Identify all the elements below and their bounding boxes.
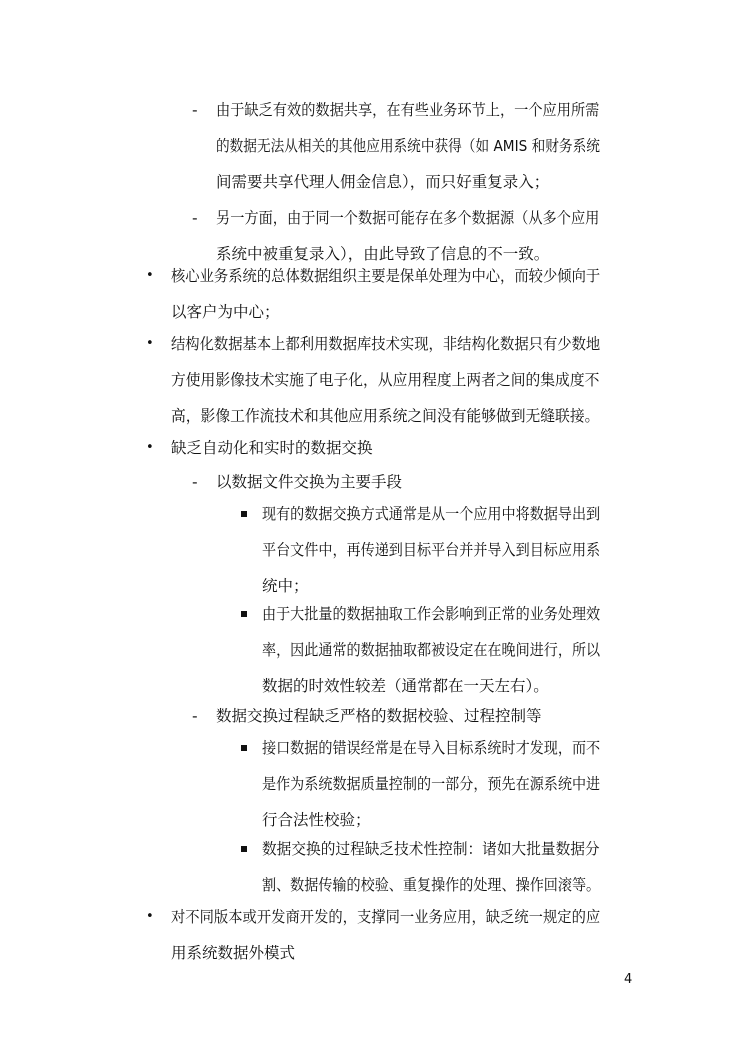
text-line: 间需要共享代理人佣金信息），而只好重复录入； (216, 173, 550, 191)
text-line: 由于缺乏有效的数据共享，在有些业务环节上，一个应用所需 (216, 101, 600, 119)
dash-marker: - (192, 101, 198, 119)
text-line: 结构化数据基本上都利用数据库技术实现，非结构化数据只有少数地 (171, 335, 601, 353)
text-line: 以客户为中心； (171, 303, 280, 321)
text-line: 数据交换过程缺乏严格的数据校验、过程控制等 (216, 707, 542, 725)
page-number: 4 (624, 972, 633, 987)
text-line: 对不同版本或开发商开发的，支撑同一业务应用，缺乏统一规定的应 (171, 908, 601, 926)
dash-marker: - (192, 209, 198, 227)
bullet-marker: • (146, 268, 154, 283)
square-bullet-marker (241, 745, 247, 751)
text-line: 行合法性校验； (262, 811, 371, 829)
text-line: 现有的数据交换方式通常是从一个应用中将数据导出到 (262, 505, 601, 523)
text-line: 方使用影像技术实施了电子化，从应用程度上两者之间的集成度不 (171, 371, 600, 389)
bullet-marker: • (146, 440, 154, 455)
text-line: 割、数据传输的校验、重复操作的处理、操作回滚等。 (262, 876, 601, 894)
text-line: 以数据文件交换为主要手段 (216, 473, 403, 491)
text-line: 数据的时效性较差（通常都在一天左右）。 (262, 677, 549, 695)
text-line: 系统中被重复录入），由此导致了信息的不一致。 (216, 245, 550, 263)
dash-marker: - (192, 707, 198, 725)
text-line: 率，因此通常的数据抽取都被设定在在晚间进行，所以 (262, 641, 601, 659)
text-line: 统中； (262, 577, 309, 595)
square-bullet-marker (241, 611, 247, 617)
square-bullet-marker (241, 511, 247, 517)
text-line: 的数据无法从相关的其他应用系统中获得（如 AMIS 和财务系统 (216, 137, 600, 155)
text-line: 数据交换的过程缺乏技术性控制：诸如大批量数据分 (262, 840, 600, 858)
text-line: 平台文件中，再传递到目标平台并并导入到目标应用系 (262, 541, 601, 559)
text-line: 接口数据的错误经常是在导入目标系统时才发现，而不 (262, 739, 601, 757)
text-line: 另一方面，由于同一个数据可能存在多个数据源（从多个应用 (216, 209, 600, 227)
text-line: 是作为系统数据质量控制的一部分，预先在源系统中进 (262, 775, 601, 793)
text-line: 高，影像工作流技术和其他应用系统之间没有能够做到无缝联接。 (171, 407, 600, 425)
text-line: 缺乏自动化和实时的数据交换 (171, 439, 373, 457)
bullet-marker: • (146, 336, 154, 351)
text-line: 用系统数据外模式 (171, 944, 296, 962)
dash-marker: - (192, 473, 198, 491)
text-line: 核心业务系统的总体数据组织主要是保单处理为中心，而较少倾向于 (171, 267, 601, 285)
text-line: 由于大批量的数据抽取工作会影响到正常的业务处理效 (262, 605, 601, 623)
square-bullet-marker (241, 846, 247, 852)
bullet-marker: • (146, 909, 154, 924)
